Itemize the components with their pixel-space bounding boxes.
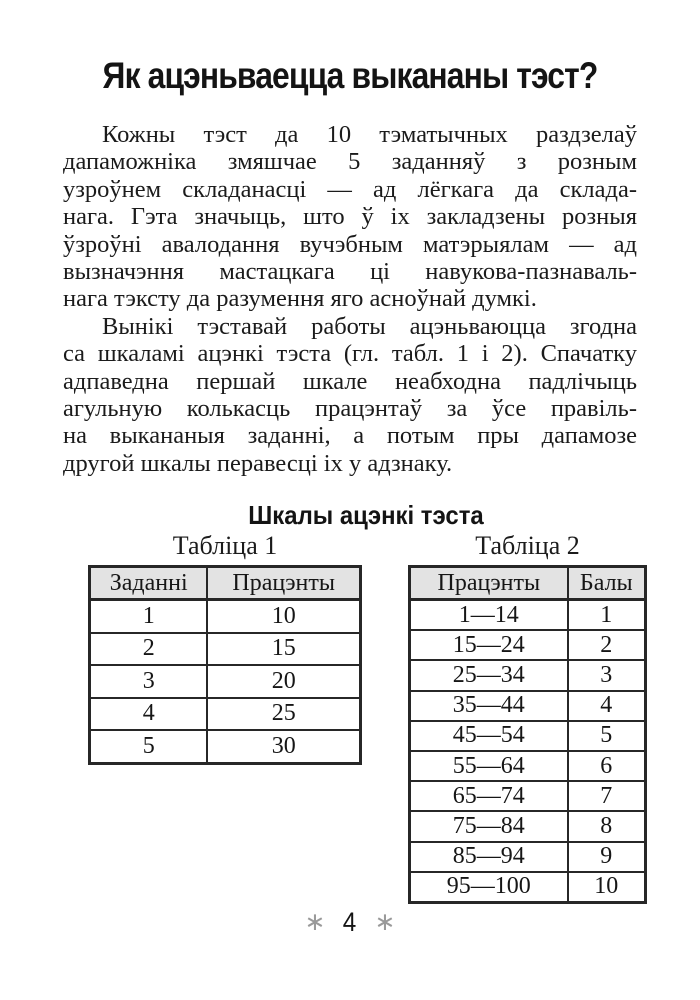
table-1 (88, 565, 362, 765)
table-row (410, 721, 646, 751)
cell: 4 (568, 691, 646, 721)
table-row (90, 665, 361, 698)
cell: 75—84 (410, 811, 568, 841)
page-number: 4 (343, 907, 357, 937)
table-row (90, 633, 361, 666)
paragraph-line: на выкананыя заданні, а потым пры дапамозе (63, 422, 637, 450)
paragraph-line: Вынікі тэставай работы ацэньваюцца згодна (102, 312, 637, 340)
paragraph-line: нага тэксту да разумення яго асноўнай думкі. (63, 285, 537, 313)
page-title: Як ацэньваецца выкананы тэст? (102, 55, 598, 96)
cell: 1 (568, 600, 646, 631)
paragraph-line: Кожны тэст да 10 тэматычных раздзелаў (102, 121, 637, 148)
paragraph-line: ўзроўні авалодання вучэбным матэрыялам — ад (63, 230, 637, 258)
cell: 7 (568, 781, 646, 811)
cell: 2 (568, 630, 646, 660)
cell: 25 (207, 698, 360, 731)
paragraph-line: адпаведна першай шкале неабходна падлічыць (63, 367, 637, 395)
table-row (410, 842, 646, 872)
table-row (410, 872, 646, 903)
body-text (63, 121, 637, 477)
cell: 95—100 (410, 872, 568, 903)
table-1-block (88, 531, 362, 765)
paragraph-line: са шкаламі ацэнкі тэста (гл. табл. 1 і 2). Спачатку (63, 340, 637, 368)
table-row (90, 730, 361, 763)
cell: 3 (568, 660, 646, 690)
column-header: Працэнты (410, 567, 568, 600)
paragraph-line: другой шкалы перавесці іх у адзнаку. (63, 449, 453, 477)
table-header-row (410, 567, 646, 600)
table-2 (408, 565, 647, 904)
column-header: Працэнты (207, 567, 360, 600)
table-row (90, 698, 361, 731)
paragraph-line: узроўнем складанасці — ад лёгкага да склада- (63, 175, 637, 203)
asterisk-ornament-icon: ∗ (304, 907, 326, 936)
paragraph-line: вызначэння мастацкага ці навукова-пазнаваль- (63, 258, 637, 286)
cell: 25—34 (410, 660, 568, 690)
cell: 10 (568, 872, 646, 903)
cell: 65—74 (410, 781, 568, 811)
cell: 1 (90, 600, 208, 633)
cell: 55—64 (410, 751, 568, 781)
cell: 8 (568, 811, 646, 841)
cell: 35—44 (410, 691, 568, 721)
cell: 3 (90, 665, 208, 698)
page-footer (0, 906, 700, 939)
cell: 10 (207, 600, 360, 633)
cell: 5 (568, 721, 646, 751)
paragraph-line: агульную колькасць працэнтаў за ўсе правіль- (63, 395, 637, 423)
cell: 1—14 (410, 600, 568, 631)
cell: 9 (568, 842, 646, 872)
cell: 2 (90, 633, 208, 666)
cell: 6 (568, 751, 646, 781)
table-header-row (90, 567, 361, 600)
table-row (410, 630, 646, 660)
column-header: Балы (568, 567, 646, 600)
table-row (410, 811, 646, 841)
column-header: Заданні (90, 567, 208, 600)
section-heading: Шкалы ацэнкі тэста (248, 500, 484, 530)
table-1-caption: Табліца 1 (172, 531, 278, 560)
table-row (90, 600, 361, 633)
paragraph-line: дапаможніка змяшчае 5 заданняў з розным (63, 148, 637, 176)
table-row (410, 751, 646, 781)
cell: 15 (207, 633, 360, 666)
cell: 85—94 (410, 842, 568, 872)
table-row (410, 660, 646, 690)
cell: 4 (90, 698, 208, 731)
cell: 5 (90, 730, 208, 763)
cell: 45—54 (410, 721, 568, 751)
cell: 30 (207, 730, 360, 763)
paragraph-line: нага. Гэта значыць, што ў іх закладзены розныя (63, 203, 637, 231)
cell: 20 (207, 665, 360, 698)
cell: 15—24 (410, 630, 568, 660)
table-2-caption: Табліца 2 (475, 531, 580, 560)
table-row (410, 691, 646, 721)
table-2-block (408, 531, 647, 904)
table-row (410, 600, 646, 631)
table-row (410, 781, 646, 811)
asterisk-ornament-icon: ∗ (374, 907, 396, 936)
